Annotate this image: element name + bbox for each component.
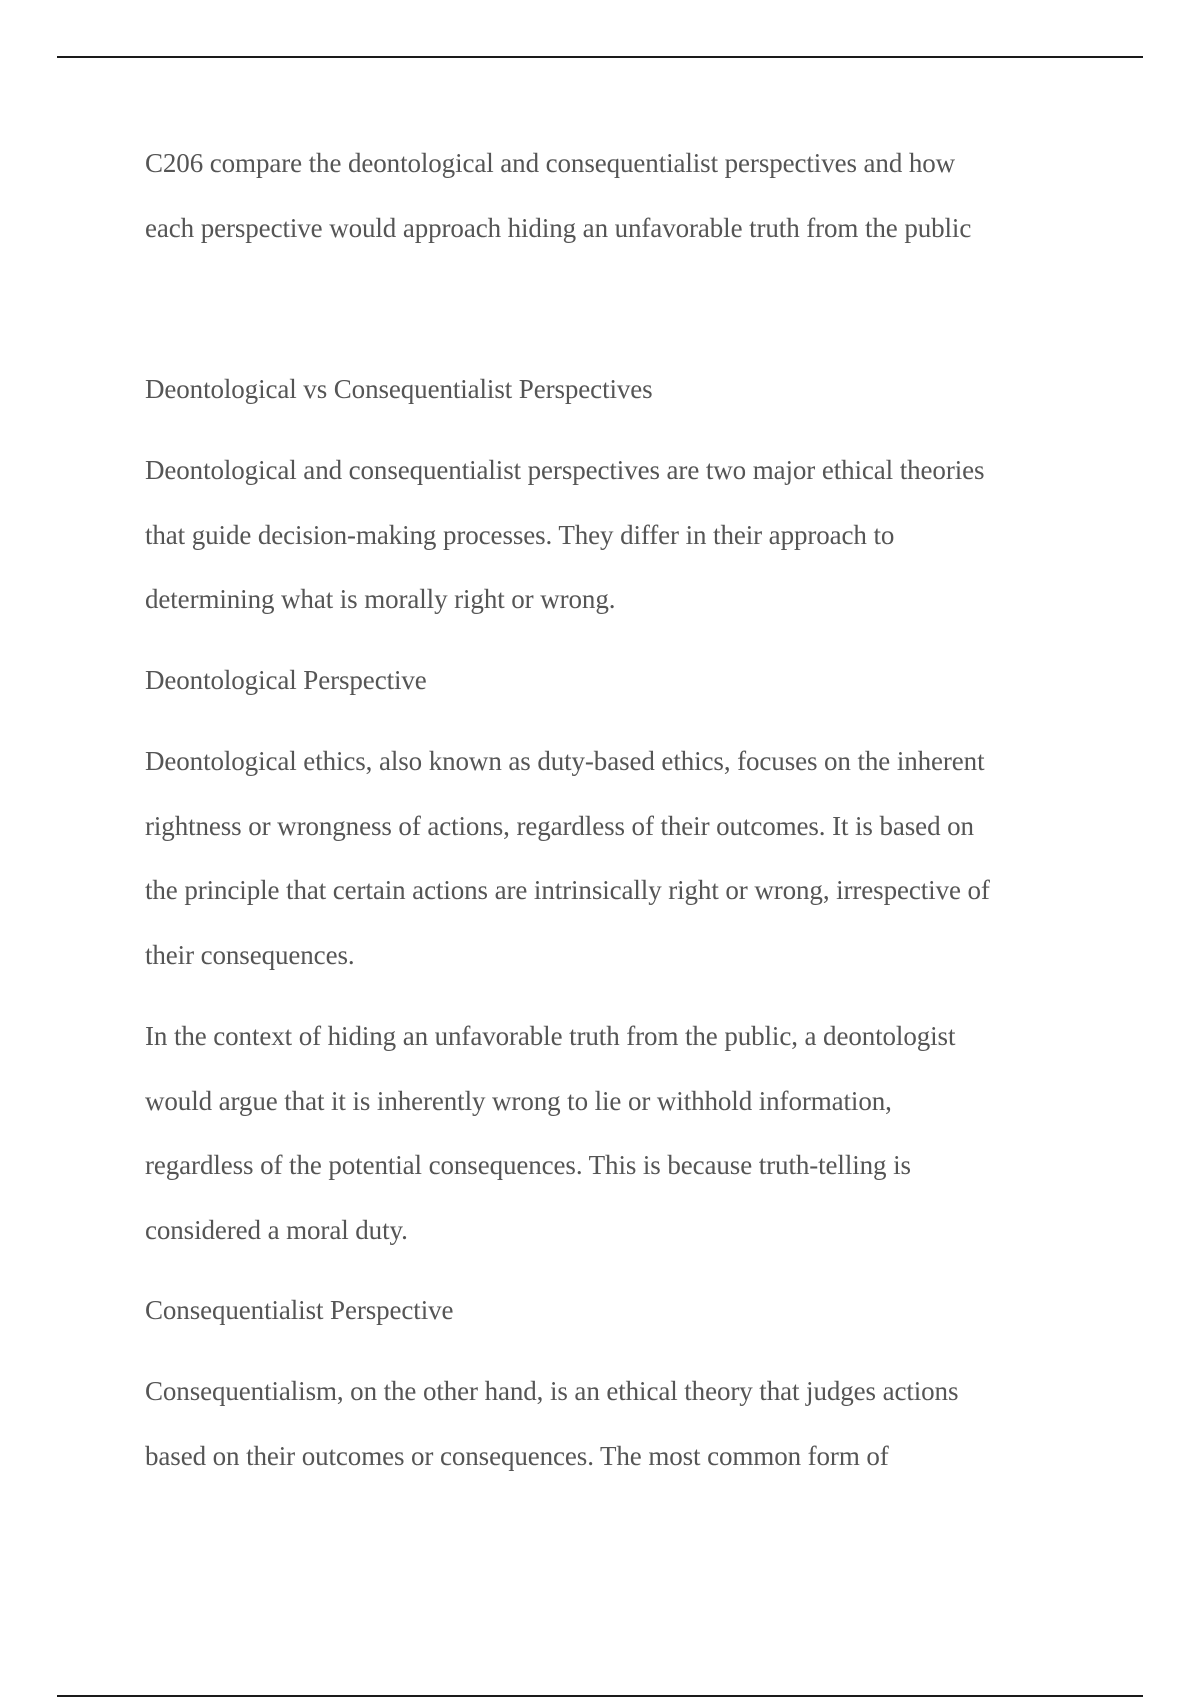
paragraph-line: determining what is morally right or wrong. (145, 584, 616, 614)
paragraph-line: based on their outcomes or consequences. The most common form of (145, 1441, 889, 1471)
paragraph-line: Deontological ethics, also known as duty-based ethics, focuses on the inherent (145, 746, 985, 776)
title-line: each perspective would approach hiding an unfavorable truth from the public (145, 213, 972, 243)
paragraph-line: would argue that it is inherently wrong to lie or withhold information, (145, 1086, 892, 1116)
paragraph-line: the principle that certain actions are intrinsically right or wrong, irrespective of (145, 875, 990, 905)
paragraph-line: Deontological and consequentialist perspectives are two major ethical theories (145, 455, 985, 485)
title-line: C206 compare the deontological and consequentialist perspectives and how (145, 148, 956, 178)
paragraph-line: In the context of hiding an unfavorable truth from the public, a deontologist (145, 1021, 956, 1051)
paragraph-line: that guide decision-making processes. They differ in their approach to (145, 520, 895, 550)
section-heading-deontological: Deontological Perspective (145, 665, 427, 695)
paragraph-line: their consequences. (145, 940, 355, 970)
top-rule (57, 56, 1143, 58)
section-heading-consequentialist: Consequentialist Perspective (145, 1295, 454, 1325)
paragraph-line: regardless of the potential consequences. This is because truth-telling is (145, 1150, 911, 1180)
paragraph-line: considered a moral duty. (145, 1215, 408, 1245)
section-heading-main: Deontological vs Consequentialist Perspectives (145, 374, 653, 404)
paragraph-line: rightness or wrongness of actions, regardless of their outcomes. It is based on (145, 811, 974, 841)
paragraph-line: Consequentialism, on the other hand, is an ethical theory that judges actions (145, 1376, 959, 1406)
bottom-rule (57, 1695, 1143, 1697)
